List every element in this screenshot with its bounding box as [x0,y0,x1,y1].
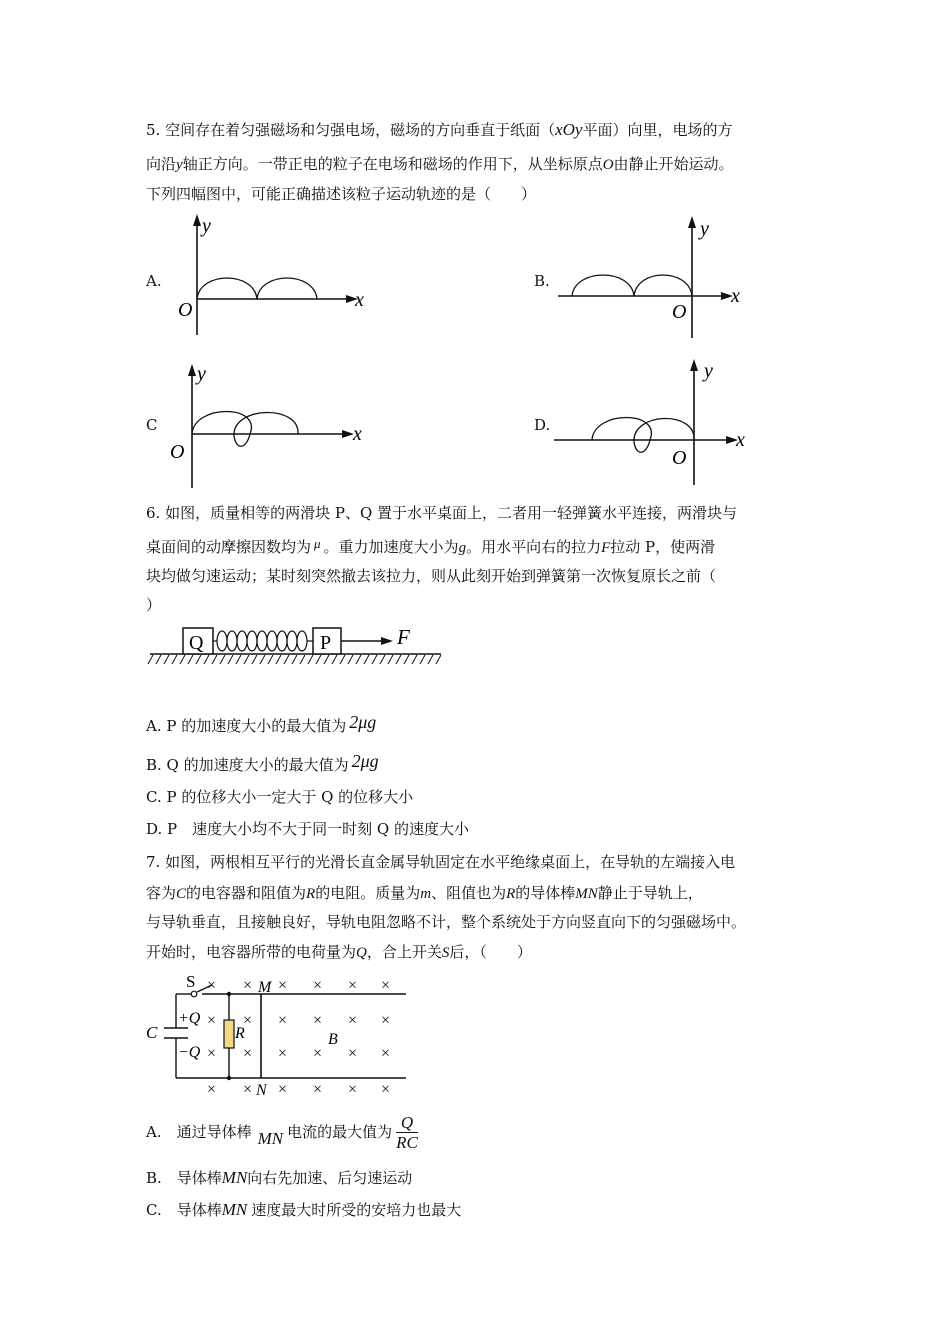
field-cross-icon: × [243,1045,253,1062]
spring [213,631,313,651]
switch-contact-icon [191,991,197,997]
origin-label: O [672,301,687,323]
force-label: F [397,625,410,649]
q6-option-b [146,751,379,775]
q5-figure-d [550,355,760,490]
q7-option-b-text: B. 导体棒 [146,1169,222,1187]
q6-text: 。用水平向右的拉力 [466,538,602,556]
field-cross-icon: × [243,1012,253,1029]
origin-label: O [170,441,185,463]
q7-option-a [146,1108,418,1156]
y-axis-label: y [704,360,713,382]
q7-line-2 [146,883,703,904]
q6-text: 桌面间的动摩擦因数均为 [146,538,312,556]
x-axis-label: x [731,285,740,307]
q7-text: 的电阻。质量为 [315,884,421,902]
field-label: B [328,1031,338,1048]
q5-line-3: 下列四幅图中，可能正确描述该粒子运动轨迹的是（ ） [146,185,537,203]
q7-var: R [506,886,516,902]
q6-spring-figure [145,620,445,670]
q7-text: 静止于导轨上， [597,884,703,902]
q5-text: 由静止开始运动。 [613,155,734,173]
q7-line-4 [146,942,532,963]
field-cross-icon: × [313,1081,323,1098]
y-axis-label: y [197,363,206,385]
q7-var: m [420,886,432,902]
field-cross-icon: × [207,1045,217,1062]
q6-F: F [601,540,611,556]
q6-option-d: D. P 速度大小均不大于同一时刻 Q 的速度大小 [146,820,469,838]
charge-plus-label: +Q [178,1010,201,1027]
q6-mu: μ [314,536,321,551]
resistor-icon [224,1020,234,1048]
ground-hatching [148,655,441,664]
q7-text: 、阻值也为 [431,884,507,902]
q7-option-b-text: 向右先加速、后匀速运动 [247,1169,413,1187]
field-cross-icon: × [348,1012,358,1029]
q6-option-a-text: A. P 的加速度大小的最大值为 [146,717,347,735]
field-cross-icon: × [348,977,358,994]
q7-option-a-text: 电流的最大值为 [287,1123,393,1141]
q6-text: 。重力加速度大小为 [323,538,459,556]
q7-line-1: 7. 如图，两根相互平行的光滑长直金属导轨固定在水平绝缘桌面上，在导轨的左端接入电 [146,853,736,871]
field-cross-icon: × [278,1012,288,1029]
q7-text: ，合上开关 [366,943,442,961]
field-cross-icon: × [348,1045,358,1062]
q7-var: Q [356,945,367,961]
field-cross-icon: × [381,977,391,994]
q5-var: O [602,157,614,173]
y-axis-label: y [202,215,211,237]
x-axis-label: x [353,423,362,445]
field-cross-icon: × [348,1081,358,1098]
origin-label: O [178,299,193,321]
q5-text: 轴正方向。一带正电的粒子在电场和磁场的作用下，从坐标原点 [182,155,603,173]
field-cross-icon: × [313,1045,323,1062]
field-cross-icon: × [278,1045,288,1062]
q5-text: 平面）向里，电场的方 [582,121,733,139]
q6-option-a-expr: 2μg [349,712,377,732]
q7-var: C [176,886,187,902]
q7-option-c-text: 速度最大时所受的安培力也最大 [251,1201,462,1219]
field-cross-icon: × [243,1081,253,1098]
q6-g: g [458,540,467,556]
fraction-denominator: RC [396,1132,418,1152]
q7-text: 的导体棒 [515,884,576,902]
q7-text: 后，（ ） [449,943,532,961]
field-cross-icon: × [207,1012,217,1029]
q7-line-3: 与导轨垂直，且接触良好，导轨电阻忽略不计，整个系统处于方向竖直向下的匀强磁场中。 [146,913,747,931]
field-cross-icon: × [207,1081,217,1098]
fraction-numerator: Q [396,1113,418,1133]
q7-option-a-fraction [396,1113,418,1152]
field-cross-icon: × [278,1081,288,1098]
block-p-label: P [320,632,332,654]
field-cross-icon: × [313,1012,323,1029]
q7-circuit-figure [140,968,420,1100]
rod-label-n: N [256,1082,267,1099]
q7-text: 的电容器和阻值为 [186,884,307,902]
q7-option-a-var: MN [257,1129,284,1148]
q5-text: 向沿 [146,155,177,173]
y-axis-label: y [700,218,709,240]
q7-var: S [441,945,450,961]
q7-text: 容为 [146,884,177,902]
junction-dot [227,1076,231,1080]
rod-label-m: M [258,979,272,996]
q6-option-b-text: B. Q 的加速度大小的最大值为 [146,756,349,774]
field-cross-icon: × [381,1081,391,1098]
field-cross-icon: × [243,977,253,994]
q5-plane-label: xOy [555,120,583,139]
q5-figure-c [166,360,376,490]
q6-option-a [146,712,376,736]
field-cross-icon: × [313,977,323,994]
q7-option-c-text: C. 导体棒 [146,1201,222,1219]
q5-figure-a [170,210,380,340]
field-cross-icon: × [207,977,217,994]
x-axis-label: x [355,289,364,311]
origin-label: O [672,447,687,469]
q7-option-c [146,1200,461,1220]
junction-dot [227,992,231,996]
q5-line-2 [146,154,734,175]
capacitor-label: C [146,1023,158,1042]
q5-text: 5. 空间存在着匀强磁场和匀强电场，磁场的方向垂直于纸面（ [146,121,556,139]
switch-label: S [186,972,196,991]
field-cross-icon: × [381,1012,391,1029]
q6-option-c: C. P 的位移大小一定大于 Q 的位移大小 [146,788,414,806]
q6-line-2 [146,534,715,558]
q5-option-c-label: C [146,416,158,434]
q6-line-4: ） [146,596,162,614]
q5-line-1 [146,120,732,140]
q5-option-a-label: A. [146,272,162,290]
block-q-label: Q [189,632,204,654]
q7-option-c-var: MN [221,1200,248,1219]
field-cross-icon: × [381,1045,391,1062]
field-cross-icon: × [278,977,288,994]
force-arrow-icon [381,637,393,645]
q6-text: 拉动 P，使两滑 [610,538,716,556]
q7-option-b-var: MN [221,1168,248,1187]
q7-var: MN [575,886,598,902]
q7-option-b [146,1168,412,1188]
q5-option-d-label: D. [534,416,551,434]
q6-option-b-expr: 2μg [351,751,379,771]
q7-var: R [306,886,316,902]
q5-option-b-label: B. [534,272,550,290]
q5-figure-b [555,210,765,340]
charge-minus-label: −Q [178,1044,201,1061]
q6-line-1: 6. 如图，质量相等的两滑块 P、Q 置于水平桌面上，二者用一轻弹簧水平连接，两滑块与 [146,504,738,522]
q7-option-a-text: A. 通过导体棒 [146,1123,252,1141]
q7-text: 开始时，电容器所带的电荷量为 [146,943,357,961]
x-axis-label: x [736,429,745,451]
resistor-label: R [235,1025,245,1042]
q6-line-3: 块均做匀速运动；某时刻突然撤去该拉力，则从此刻开始到弹簧第一次恢复原长之前（ [146,567,717,585]
q5-var: y [176,157,183,173]
